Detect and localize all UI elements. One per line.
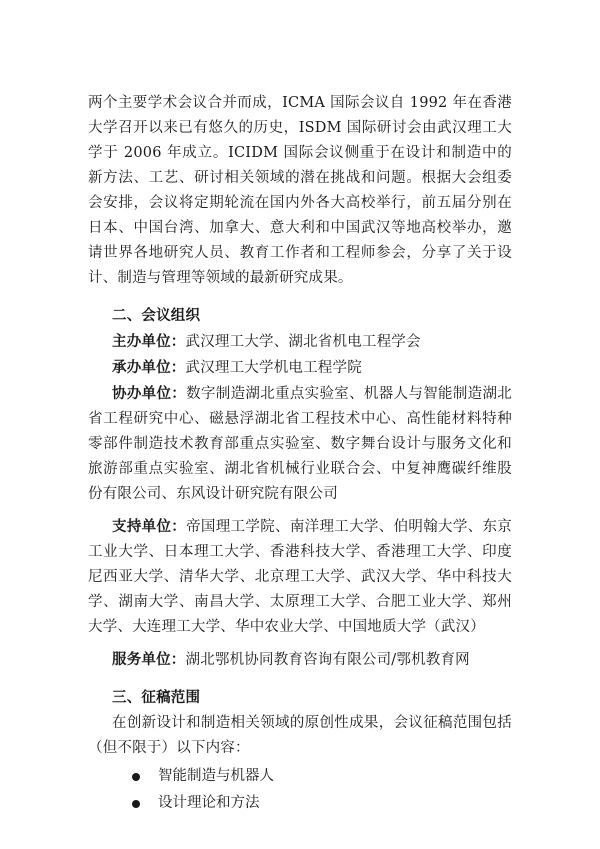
section-heading-organization: 二、会议组织 <box>112 308 201 324</box>
list-item <box>88 763 512 790</box>
bullet-icon <box>132 800 140 808</box>
organizer-label: 主办单位： <box>112 334 186 350</box>
co-organizer-entry <box>88 382 512 507</box>
organizer-entry <box>88 330 512 355</box>
co-organizer-label: 协办单位： <box>112 386 187 402</box>
service-label: 服务单位： <box>112 652 186 668</box>
scope-paragraph: 在创新设计和制造相关领域的原创性成果，会议征稿范围包括（但不限于）以下内容： <box>88 715 512 756</box>
host-label: 承办单位： <box>112 360 186 376</box>
bullet-icon <box>132 773 140 781</box>
scope-list <box>88 763 512 817</box>
supporter-value: 帝国理工学院、南洋理工大学、伯明翰大学、东京工业大学、日本理工大学、香港科技大学、香港理工大学、印度尼西亚大学、清华大学、北京理工大学、武汉大学、华中科技大学、湖南大学、南昌大学、太原理工大学、合肥工业大学、郑州大学、大连理工大学、华中农业大学、中国地质大学（武汉） <box>88 519 513 635</box>
list-item-text: 智能制造与机器人 <box>158 768 274 784</box>
document-body <box>88 91 512 817</box>
service-value: 湖北鄂机协同教育咨询有限公司/鄂机教育网 <box>185 652 470 668</box>
intro-paragraph: 两个主要学术会议合并而成，ICMA 国际会议自 1992 年在香港大学召开以来已有悠久的历史，ISDM 国际研讨会由武汉理工大学于 2006 年成立。ICIDM 国际会议侧重于在设计和制造中的新方法、工艺、研讨相关领域的潜在挑战和问题。根据大会组委会安排，会议将定期轮流在国内外各大高校举行，前五届分别在日本、中国台湾、加拿大、意大利和中国武汉等地高校举办，邀请世界各地研究人员、教育工作者和工程师参会，分享了关于设计、制造与管理等领域的最新研究成果。 <box>88 95 512 286</box>
host-value: 武汉理工大学机电工程学院 <box>185 360 362 376</box>
service-entry <box>88 648 512 673</box>
host-entry <box>88 356 512 381</box>
list-item <box>88 790 512 817</box>
list-item-text: 设计理论和方法 <box>158 795 260 811</box>
supporter-label: 支持单位： <box>112 519 187 535</box>
organizer-value: 武汉理工大学、湖北省机电工程学会 <box>185 334 421 350</box>
co-organizer-value: 数字制造湖北重点实验室、机器人与智能制造湖北省工程研究中心、磁悬浮湖北省工程技术中心、高性能材料特种零部件制造技术教育部重点实验室、数字舞台设计与服务文化和旅游部重点实验室、湖北省机械行业联合会、中复神鹰碳纤维股份有限公司、东风设计研究院有限公司 <box>88 386 513 502</box>
supporter-entry <box>88 515 512 640</box>
section-heading-scope: 三、征稿范围 <box>112 690 201 706</box>
